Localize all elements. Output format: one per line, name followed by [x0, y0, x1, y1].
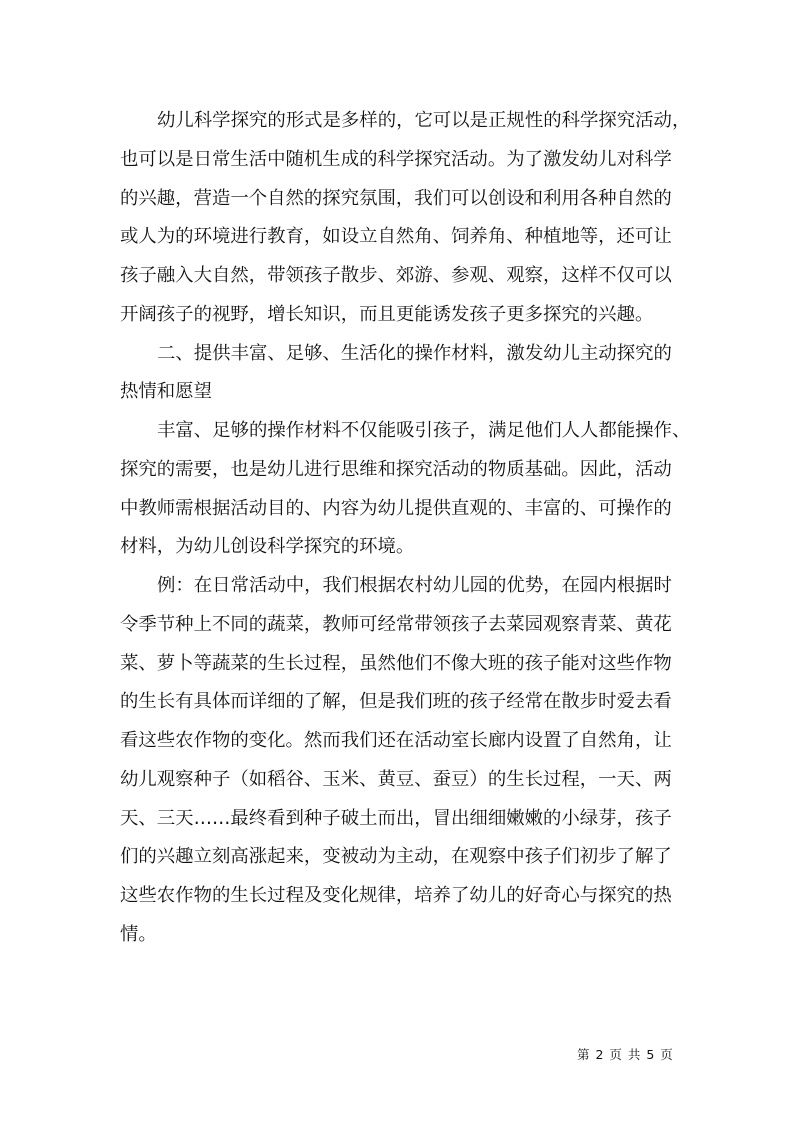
paragraph-3-line-8: 们的兴趣立刻高涨起来，变被动为主动，在观察中孩子们初步了解了: [120, 846, 672, 867]
paragraph-3-line-1: 例：在日常活动中，我们根据农村幼儿园的优势，在园内根据时: [157, 575, 672, 596]
paragraph-1-line-3: 的兴趣，营造一个自然的探究氛围，我们可以创设和利用各种自然的: [120, 188, 672, 209]
paragraph-3-line-6: 幼儿观察种子（如稻谷、玉米、黄豆、蚕豆）的生长过程，一天、两: [120, 769, 672, 790]
paragraph-3-line-3: 菜、萝卜等蔬菜的生长过程，虽然他们不像大班的孩子能对这些作物: [120, 653, 672, 674]
paragraph-3-line-4: 的生长有具体而详细的了解，但是我们班的孩子经常在散步时爱去看: [120, 691, 672, 712]
paragraph-2-line-3: 中教师需根据活动目的、内容为幼儿提供直观的、丰富的、可操作的: [120, 498, 672, 519]
section-heading-line-2: 热情和愿望: [120, 381, 212, 402]
paragraph-2-line-1: 丰富、足够的操作材料不仅能吸引孩子，满足他们人人都能操作、: [157, 420, 691, 441]
paragraph-2-line-2: 探究的需要，也是幼儿进行思维和探究活动的物质基础。因此，活动: [120, 459, 672, 480]
page-number: 第 2 页 共 5 页: [577, 1047, 674, 1062]
section-heading-line-1: 二、提供丰富、足够、生活化的操作材料，激发幼儿主动探究的: [157, 343, 672, 364]
paragraph-3-line-9: 这些农作物的生长过程及变化规律，培养了幼儿的好奇心与探究的热: [120, 885, 672, 906]
paragraph-3-line-2: 令季节种上不同的蔬菜，教师可经常带领孩子去菜园观察青菜、黄花: [120, 614, 672, 635]
paragraph-1-line-4: 或人为的环境进行教育，如设立自然角、饲养角、种植地等，还可让: [120, 226, 672, 247]
paragraph-3-line-7: 天、三天……最终看到种子破土而出，冒出细细嫩嫩的小绿芽，孩子: [120, 808, 672, 829]
paragraph-3-line-10: 情。: [120, 924, 157, 945]
paragraph-1-line-1: 幼儿科学探究的形式是多样的，它可以是正规性的科学探究活动，: [157, 110, 691, 131]
paragraph-2-line-4: 材料，为幼儿创设科学探究的环境。: [120, 536, 415, 557]
paragraph-1-line-2: 也可以是日常生活中随机生成的科学探究活动。为了激发幼儿对科学: [120, 149, 672, 170]
paragraph-1-line-5: 孩子融入大自然，带领孩子散步、郊游、参观、观察，这样不仅可以: [120, 265, 672, 286]
paragraph-1-line-6: 开阔孩子的视野，增长知识，而且更能诱发孩子更多探究的兴趣。: [120, 304, 654, 325]
paragraph-3-line-5: 看这些农作物的变化。然而我们还在活动室长廊内设置了自然角，让: [120, 730, 672, 751]
